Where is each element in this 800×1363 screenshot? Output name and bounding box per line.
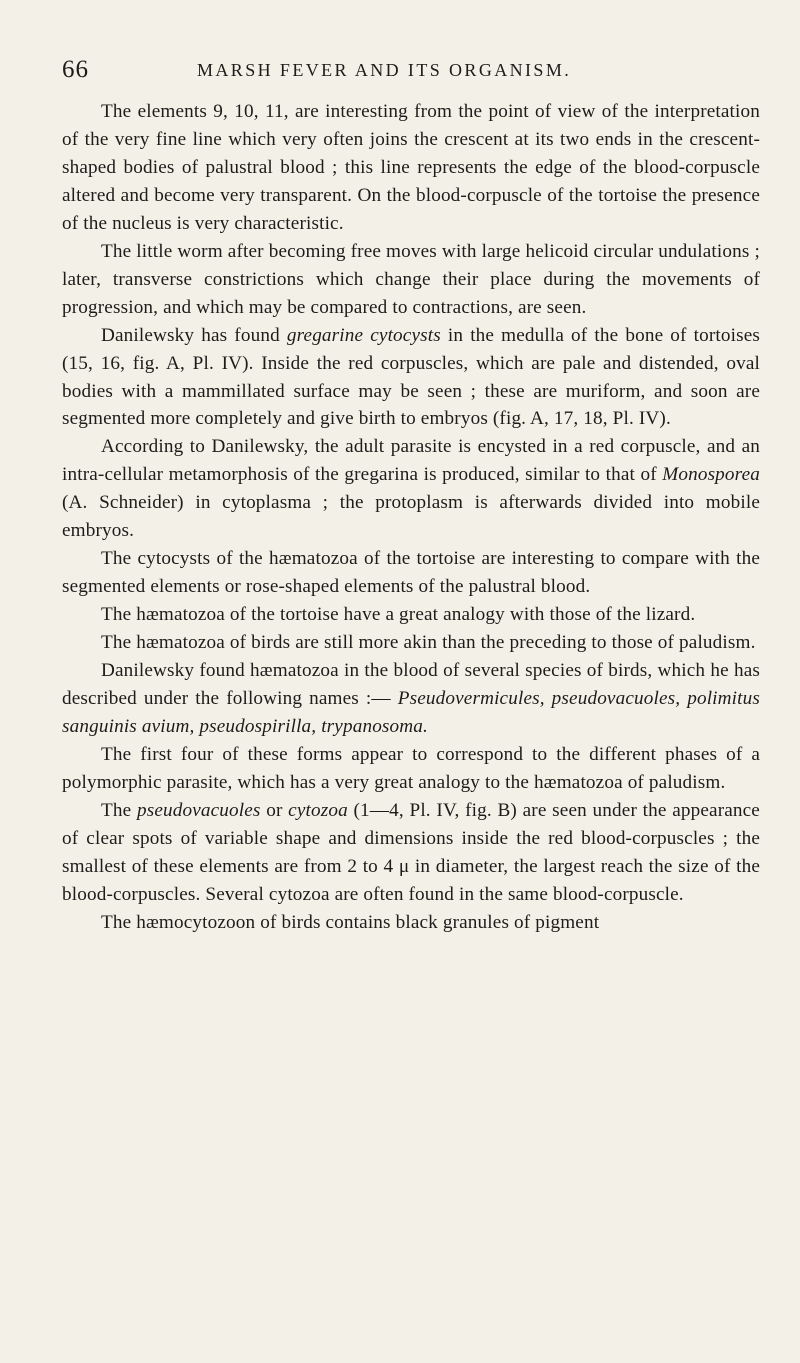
paragraph-text: (1—4, Pl. IV, fig. B) are seen under the appearance of clear spots of variable shape and dimensions inside the red blood-corpuscles ; the smallest of these elements are from 2 to 4 μ in diameter, the largest reach the size of the blood-corpuscles. Several cytozoa are often found in the same blood-corpuscle. <box>62 799 760 905</box>
paragraph-text: The hæmocytozoon of birds contains black granules of pigment <box>101 911 600 933</box>
paragraph <box>62 433 760 545</box>
paragraph <box>62 322 760 434</box>
paragraph <box>62 601 760 629</box>
italic-term: pseudovacuoles <box>136 799 261 821</box>
paragraph-text: The hæmatozoa of birds are still more akin than the preceding to those of paludism. <box>101 632 756 654</box>
paragraph <box>62 629 760 657</box>
italic-term: gregarine cytocysts <box>286 324 441 346</box>
paragraph <box>62 797 760 909</box>
paragraph-text: Danilewsky has found <box>101 324 287 346</box>
paragraph-text: Danilewsky found hæmatozoa in the blood of several species of birds, which he has described under the following names :— <box>62 660 760 710</box>
paragraph <box>62 98 760 238</box>
page-header <box>62 56 752 86</box>
italic-term: Monosporea <box>662 464 760 486</box>
paragraph-text: or <box>260 799 289 821</box>
paragraph-text: The hæmatozoa of the tortoise have a great analogy with those of the lizard. <box>101 604 696 626</box>
paragraph-text: The <box>101 799 137 821</box>
paragraph <box>62 238 760 322</box>
paragraph <box>62 545 760 601</box>
paragraph-text: in the medulla of the bone of tortoises (15, 16, fig. A, Pl. IV). Inside the red corpuscles, which are pale and distended, oval bodies with a mammillated surface may be seen ; these are muriform, and soon are segmented more completely and give birth to embryos (fig. A, 17, 18, Pl. IV). <box>62 324 760 430</box>
body-text <box>62 98 760 937</box>
running-head: MARSH FEVER AND ITS ORGANISM. <box>197 60 572 80</box>
paragraph-text: The little worm after becoming free moves with large helicoid circular undulations ; later, transverse constrictions which change their place during the movements of progression, and which may be compared to contractions, are seen. <box>62 240 760 318</box>
italic-term: Pseudovermicules, pseudovacuoles, polimitus sanguinis avium, pseudospirilla, trypanosoma. <box>62 688 760 737</box>
paragraph-text: (A. Schneider) in cytoplasma ; the protoplasm is afterwards divided into mobile embryos. <box>62 492 760 542</box>
paragraph-text: According to Danilewsky, the adult parasite is encysted in a red corpuscle, and an intra-cellular metamorphosis of the gregarina is produced, similar to that of <box>62 436 760 486</box>
paragraph <box>62 657 760 741</box>
paragraph <box>62 909 760 937</box>
paragraph-text: The first four of these forms appear to correspond to the different phases of a polymorphic parasite, which has a very great analogy to the hæmatozoa of paludism. <box>62 743 760 793</box>
paragraph <box>62 741 760 797</box>
paragraph-text: The cytocysts of the hæmatozoa of the tortoise are interesting to compare with the segmented elements or rose-shaped elements of the palustral blood. <box>62 548 760 598</box>
paragraph-text: The elements 9, 10, 11, are interesting from the point of view of the interpretation of the very fine line which very often joins the crescent at its two ends in the crescent-shaped bodies of palustral blood ; this line represents the edge of the blood-corpuscle altered and become very transparent. On the blood-corpuscle of the tortoise the presence of the nucleus is very characteristic. <box>62 101 760 234</box>
page-number: 66 <box>62 56 89 83</box>
italic-term: cytozoa <box>288 799 348 821</box>
